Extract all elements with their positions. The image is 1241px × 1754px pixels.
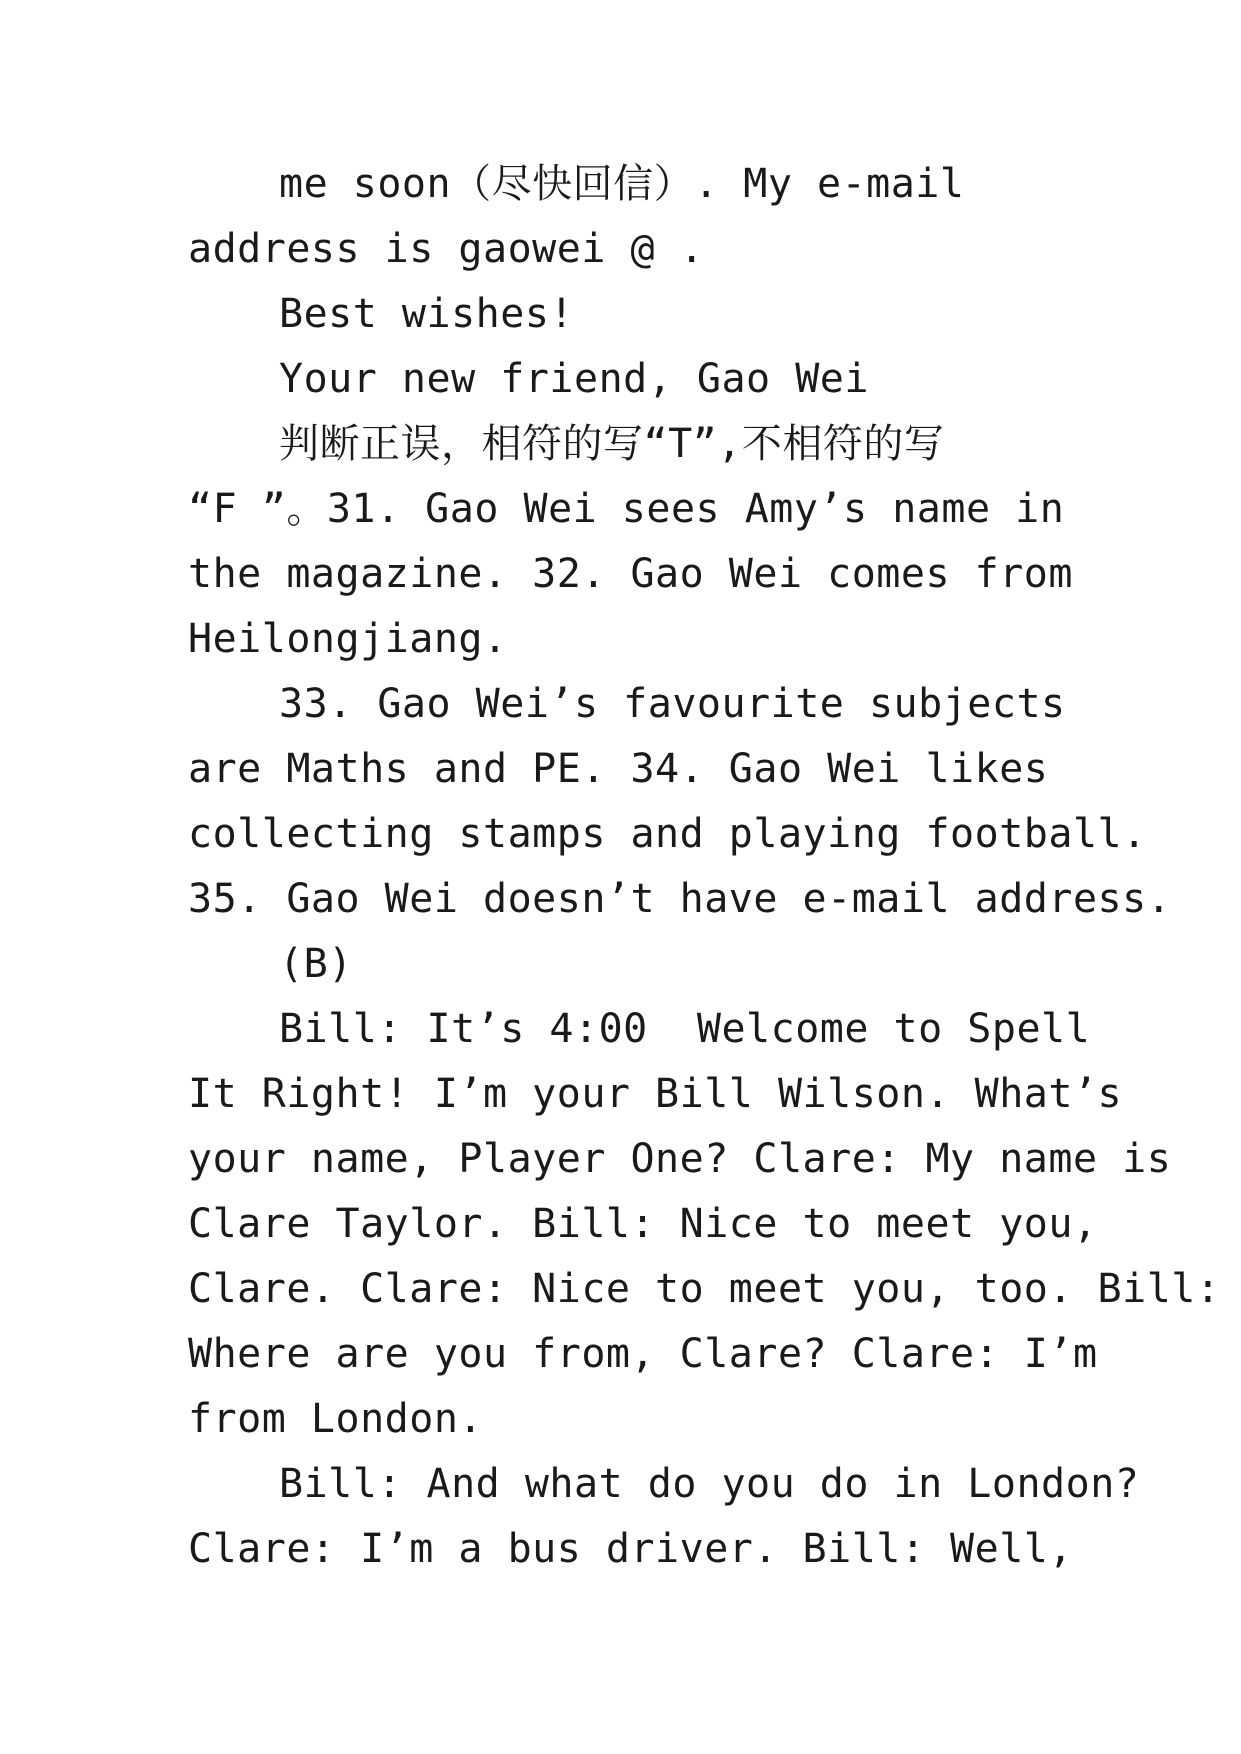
text-line: Where are you from, Clare? Clare: I’m (188, 1331, 1098, 1377)
text-line: 33. Gao Wei’s favourite subjects (279, 681, 1066, 727)
text-line: from London. (188, 1396, 483, 1442)
text-line: It Right! I’m your Bill Wilson. What’s (188, 1071, 1123, 1117)
text-line: Bill: It’s 4:00 Welcome to Spell (279, 1006, 1091, 1052)
text-line: Clare. Clare: Nice to meet you, too. Bill: (188, 1266, 1221, 1312)
text-line: address is gaowei @ . (188, 226, 705, 272)
text-line: your name, Player One? Clare: My name is (188, 1136, 1172, 1182)
text-line: Clare: I’m a bus driver. Bill: Well, (188, 1526, 1073, 1572)
text-line: 判断正误，相符的写“T”,不相符的写 (279, 421, 945, 467)
text-line: Heilongjiang. (188, 616, 508, 662)
text-line: collecting stamps and playing football. (188, 811, 1147, 857)
document-body (188, 152, 1221, 1582)
text-line: Clare Taylor. Bill: Nice to meet you, (188, 1201, 1098, 1247)
text-line: (B) (279, 941, 353, 987)
text-line: Bill: And what do you do in London? (279, 1461, 1140, 1507)
text-line: 35. Gao Wei doesn’t have e-mail address. (188, 876, 1172, 922)
text-line: are Maths and PE. 34. Gao Wei likes (188, 746, 1049, 792)
text-line: “F ”。31. Gao Wei sees Amy’s name in (188, 486, 1065, 532)
text-line: me soon（尽快回信）. My e-mail (279, 161, 965, 207)
text-line: the magazine. 32. Gao Wei comes from (188, 551, 1073, 597)
text-line: Your new friend, Gao Wei (279, 356, 869, 402)
text-line: Best wishes! (279, 291, 574, 337)
